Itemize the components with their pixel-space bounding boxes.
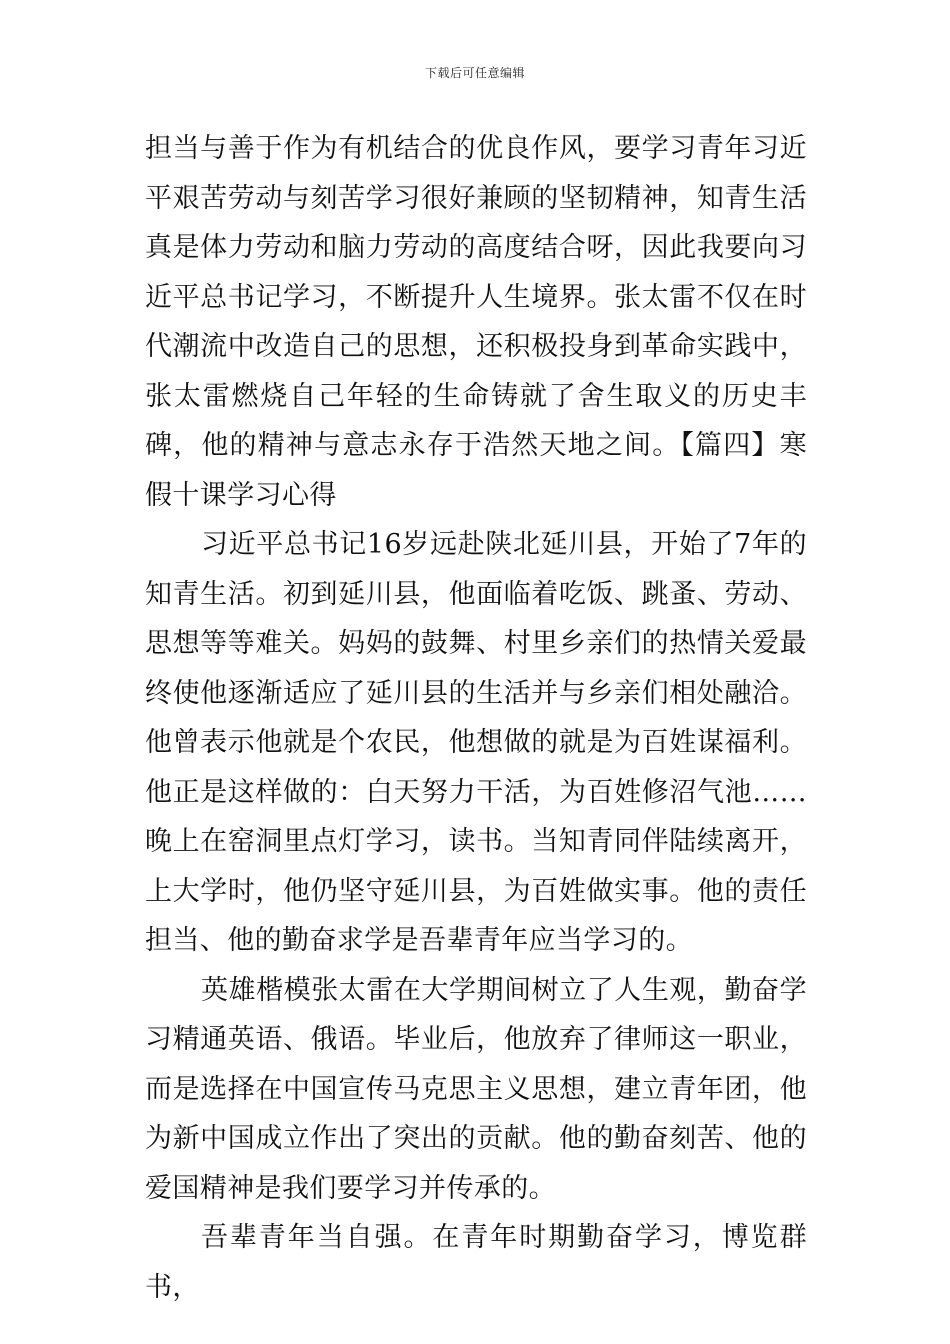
paragraph-2: 习近平总书记16岁远赴陕北延川县，开始了7年的知青生活。初到延川县，他面临着吃饭、跳蚤、劳动、思想等等难关。妈妈的鼓舞、村里乡亲们的热情关爱最终使他逐渐适应了延川县的生活并与乡亲们相处融洽。他曾表示他就是个农民，他想做的就是为百姓谋福利。他正是这样做的：白天努力干活，为百姓修沼气池……晚上在窑洞里点灯学习，读书。当知青同伴陆续离开，上大学时，他仍坚守延川县，为百姓做实事。他的责任担当、他的勤奋求学是吾辈青年应当学习的。: [145, 529, 807, 956]
paragraph-4: 吾辈青年当自强。在青年时期勤奋学习，博览群书，: [145, 1222, 807, 1303]
paragraph-3: 英雄楷模张太雷在大学期间树立了人生观，勤奋学习精通英语、俄语。毕业后，他放弃了律师这一职业，而是选择在中国宣传马克思主义思想，建立青年团，他为新中国成立作出了突出的贡献。他的勤奋刻苦、他的爱国精神是我们要学习并传承的。: [145, 974, 807, 1204]
page-header: 下载后可任意编辑: [424, 66, 525, 80]
document-body: [145, 124, 807, 1312]
paragraph-1: 担当与善于作为有机结合的优良作风，要学习青年习近平艰苦劳动与刻苦学习很好兼顾的坚韧精神，知青生活真是体力劳动和脑力劳动的高度结合呀，因此我要向习近平总书记学习，不断提升人生境界。张太雷不仅在时代潮流中改造自己的思想，还积极投身到革命实践中，张太雷燃烧自己年轻的生命铸就了舍生取义的历史丰碑，他的精神与意志永存于浩然天地之间。【篇四】寒假十课学习心得: [145, 133, 807, 511]
